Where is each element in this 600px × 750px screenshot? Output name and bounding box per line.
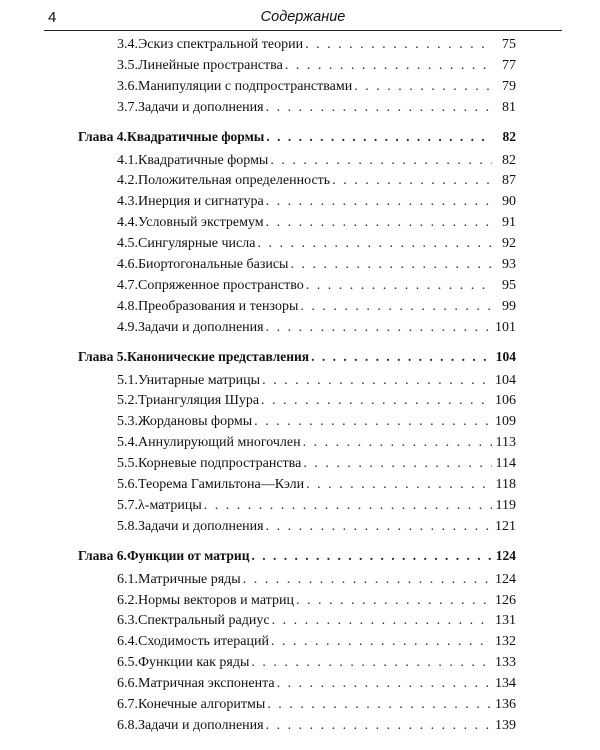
- toc-entry-title: Эскиз спектральной теории: [138, 37, 304, 52]
- toc-entry-number: 5.2.: [117, 393, 138, 409]
- toc-entry-number: 5.7.: [117, 497, 138, 513]
- dot-leader: [332, 173, 492, 189]
- dot-leader: [254, 414, 492, 430]
- toc-section-row: [78, 676, 516, 697]
- toc-entry-page: 82: [502, 152, 516, 168]
- toc-entry-title: Сопряженное пространство: [138, 277, 304, 293]
- toc-entry-page: 82: [502, 128, 516, 144]
- toc-entry-page: 132: [495, 634, 516, 650]
- toc-entry-title: Задачи и дополнения: [138, 319, 264, 335]
- toc-entry-page: 118: [495, 477, 516, 493]
- dot-leader: [266, 100, 492, 116]
- dot-leader: [290, 257, 492, 273]
- toc-section-row: [78, 236, 516, 257]
- toc-entry-page: 121: [495, 518, 516, 534]
- toc-entry-number: 4.8.: [117, 298, 138, 314]
- toc-entry-page: 99: [502, 298, 516, 314]
- dot-leader: [305, 37, 492, 53]
- toc-section-row: [78, 173, 516, 194]
- toc-entry-number: 5.5.: [117, 456, 138, 472]
- toc-entry-page: 104: [495, 372, 516, 388]
- toc-entry-number: 5.4.: [117, 435, 138, 451]
- toc-entry-page: 126: [495, 592, 516, 608]
- toc-entry-title: Матричная экспонента: [138, 676, 275, 692]
- toc-entry-page: 90: [502, 194, 516, 210]
- toc-entry-title: Триангуляция Шура: [138, 393, 260, 409]
- toc-entry-number: 4.4.: [117, 215, 138, 231]
- toc-entry-page: 95: [502, 277, 516, 293]
- toc-section-row: [78, 320, 516, 341]
- toc-entry-number: 5.3.: [117, 414, 138, 430]
- toc-entry-title: Аннулирующий многочлен: [138, 435, 301, 451]
- page-number: 4: [48, 9, 57, 26]
- toc-entry-title: Жордановы формы: [138, 414, 253, 430]
- toc-entry-page: 93: [502, 257, 516, 273]
- toc-entry-number: 6.2.: [117, 592, 138, 608]
- toc-section-row: [78, 613, 516, 634]
- toc-section-row: [78, 299, 516, 320]
- toc-entry-title: Инерция и сигнатура: [138, 194, 264, 210]
- toc-entry-page: 119: [495, 497, 516, 513]
- toc-entry-title: Манипуляции с подпространствами: [138, 78, 353, 94]
- toc-entry-page: 134: [495, 676, 516, 692]
- toc-entry-number: 5.6.: [117, 477, 138, 493]
- toc-entry-number: 6.5.: [117, 655, 138, 671]
- toc-section-row: [78, 215, 516, 236]
- toc-entry-title: Условный экстремум: [138, 215, 264, 231]
- toc-entry-number: 6.6.: [117, 676, 138, 692]
- toc-section-row: [78, 456, 516, 477]
- toc-entry-number: 4.9.: [117, 319, 138, 335]
- toc-entry-page: 109: [495, 414, 516, 430]
- toc-section-row: [78, 153, 516, 174]
- toc-entry-number: 4.5.: [117, 236, 138, 252]
- toc-entry-page: 124: [495, 547, 516, 563]
- dot-leader: [266, 129, 492, 145]
- toc-section-row: [78, 435, 516, 456]
- toc-entry-number: 4.3.: [117, 194, 138, 210]
- toc-section-row: [78, 697, 516, 718]
- toc-section-row: [78, 477, 516, 498]
- toc-entry-number: 6.7.: [117, 697, 138, 713]
- toc-entry-page: 79: [502, 78, 516, 94]
- dot-leader: [266, 215, 492, 231]
- toc-entry-page: 104: [495, 348, 516, 364]
- toc-chapter-row: [78, 121, 516, 153]
- toc-chapter-row: [78, 540, 516, 572]
- dot-leader: [285, 58, 492, 74]
- dot-leader: [306, 477, 492, 493]
- running-title: Содержание: [260, 9, 346, 25]
- toc-entry-title: Нормы векторов и матриц: [138, 592, 294, 608]
- dot-leader: [266, 194, 492, 210]
- toc-entry-number: 4.6.: [117, 257, 138, 273]
- toc-section-row: [78, 655, 516, 676]
- toc-entry-title: Задачи и дополнения: [138, 717, 264, 733]
- dot-leader: [354, 79, 492, 95]
- toc-entry-title: Задачи и дополнения: [138, 99, 264, 115]
- toc-section-row: [78, 278, 516, 299]
- toc-entry-number: 5.1.: [117, 372, 138, 388]
- toc-entry-number: Глава 4.: [78, 128, 127, 144]
- toc-entry-title: Корневые подпространства: [138, 456, 302, 472]
- toc-section-row: [78, 718, 516, 739]
- dot-leader: [257, 236, 492, 252]
- toc-entry-title: Линейные пространства: [138, 57, 283, 73]
- toc-entry-title: Канонические представления: [126, 348, 310, 364]
- dot-leader: [271, 634, 492, 650]
- toc-entry-page: 114: [495, 456, 516, 472]
- toc-section-row: [78, 593, 516, 614]
- toc-entry-number: 4.7.: [117, 277, 138, 293]
- toc-entry-page: 106: [495, 393, 516, 409]
- toc-section-row: [78, 37, 516, 58]
- toc-entry-number: 3.6.: [117, 78, 138, 94]
- toc-section-row: [78, 634, 516, 655]
- toc-section-row: [78, 393, 516, 414]
- toc-entry-title: Конечные алгоритмы: [138, 697, 266, 713]
- toc-section-row: [78, 373, 516, 394]
- dot-leader: [266, 718, 492, 734]
- dot-leader: [252, 548, 493, 564]
- toc-entry-page: 77: [502, 57, 516, 73]
- dot-leader: [277, 676, 492, 692]
- toc-entry-number: 6.3.: [117, 613, 138, 629]
- dot-leader: [204, 498, 492, 514]
- dot-leader: [266, 320, 492, 336]
- toc-entry-title: Задачи и дополнения: [138, 518, 264, 534]
- dot-leader: [262, 373, 492, 389]
- toc-entry-number: 4.2.: [117, 173, 138, 189]
- toc-entry-number: 6.1.: [117, 571, 138, 587]
- toc-section-row: [78, 572, 516, 593]
- toc-entry-title: Квадратичные формы: [126, 128, 265, 144]
- toc-entry-title: Преобразования и тензоры: [138, 298, 299, 314]
- toc-entry-page: 92: [502, 236, 516, 252]
- dot-leader: [266, 519, 492, 535]
- toc-entry-title: Биортогональные базисы: [138, 257, 289, 273]
- toc-entry-number: 3.7.: [117, 99, 138, 115]
- toc-entry-title: Сингулярные числа: [138, 236, 256, 252]
- toc-section-row: [78, 414, 516, 435]
- toc-entry-page: 113: [495, 435, 516, 451]
- toc-entry-title: Унитарные матрицы: [138, 372, 261, 388]
- toc-chapter-row: [78, 341, 516, 373]
- toc-entry-number: 6.4.: [117, 634, 138, 650]
- toc-entry-title: λ-матрицы: [138, 497, 202, 513]
- toc-entry-number: 6.8.: [117, 717, 138, 733]
- toc-entry-title: Сходимость итераций: [138, 634, 269, 650]
- toc-entry-page: 124: [495, 571, 516, 587]
- dot-leader: [272, 613, 492, 629]
- toc-entry-page: 136: [495, 697, 516, 713]
- toc-entry-number: Глава 6.: [78, 547, 127, 563]
- toc-entry-number: 5.8.: [117, 518, 138, 534]
- dot-leader: [296, 593, 492, 609]
- toc-entry-page: 81: [502, 99, 516, 115]
- toc-entry-title: Спектральный радиус: [138, 613, 270, 629]
- toc-entry-number: 4.1.: [117, 152, 138, 168]
- dot-leader: [270, 153, 492, 169]
- toc-entry-number: 3.5.: [117, 57, 138, 73]
- dot-leader: [267, 697, 492, 713]
- dot-leader: [303, 435, 492, 451]
- toc-entry-title: Функции от матриц: [126, 547, 250, 563]
- toc-entry-page: 139: [495, 717, 516, 733]
- toc-entry-number: Глава 5.: [78, 348, 127, 364]
- toc-section-row: [78, 519, 516, 540]
- toc-entry-page: 131: [495, 613, 516, 629]
- page-header: [44, 8, 562, 31]
- toc-entry-page: 101: [495, 319, 516, 335]
- table-of-contents: [78, 37, 516, 739]
- dot-leader: [311, 349, 492, 365]
- toc-section-row: [78, 79, 516, 100]
- dot-leader: [261, 393, 492, 409]
- toc-section-row: [78, 498, 516, 519]
- dot-leader: [303, 456, 492, 472]
- toc-entry-title: Теорема Гамильтона—Кэли: [138, 477, 305, 493]
- toc-entry-title: Положительная определенность: [138, 173, 331, 189]
- dot-leader: [306, 278, 492, 294]
- toc-entry-page: 87: [502, 173, 516, 189]
- toc-entry-page: 133: [495, 655, 516, 671]
- dot-leader: [243, 572, 492, 588]
- dot-leader: [300, 299, 492, 315]
- toc-section-row: [78, 58, 516, 79]
- toc-entry-title: Функции как ряды: [138, 655, 250, 671]
- toc-section-row: [78, 194, 516, 215]
- toc-section-row: [78, 100, 516, 121]
- toc-entry-title: Матричные ряды: [138, 571, 241, 587]
- toc-entry-page: 91: [502, 215, 516, 231]
- toc-entry-number: 3.4.: [117, 37, 138, 52]
- toc-entry-title: Квадратичные формы: [138, 152, 269, 168]
- toc-entry-page: 75: [502, 37, 516, 52]
- toc-section-row: [78, 257, 516, 278]
- dot-leader: [251, 655, 492, 671]
